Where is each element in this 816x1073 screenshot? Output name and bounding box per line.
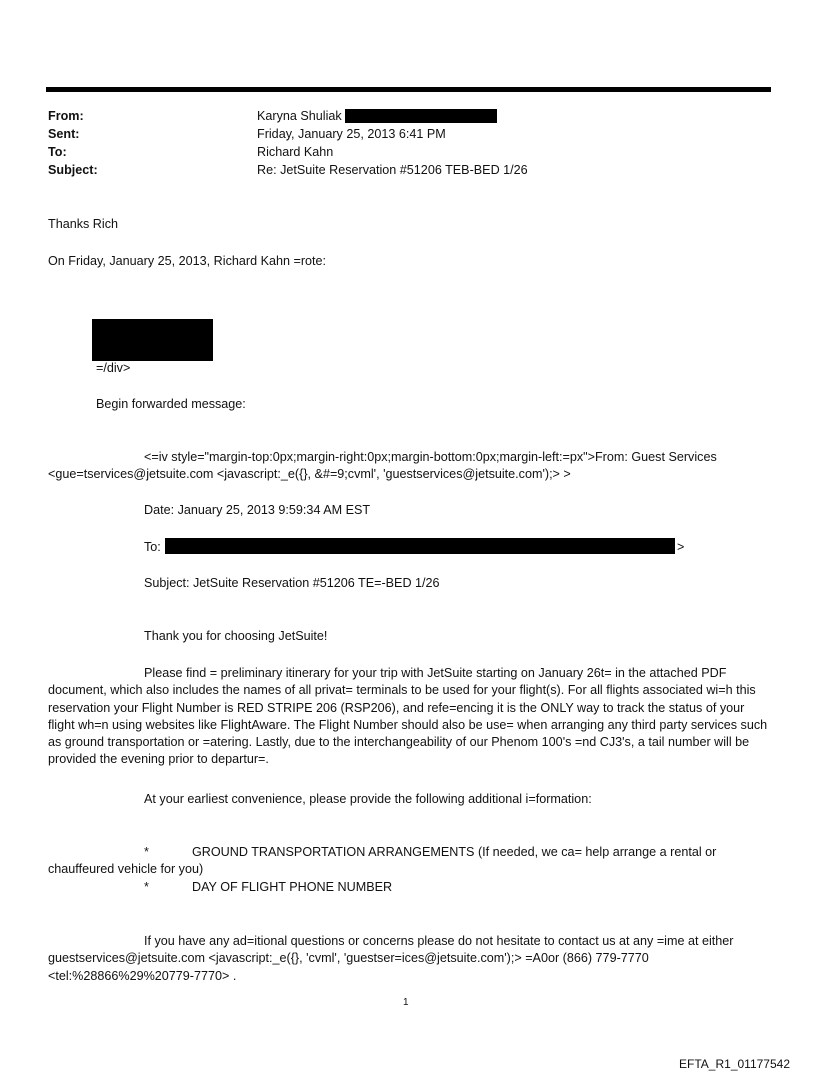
page-number: 1 <box>403 997 409 1008</box>
subject-value: Re: JetSuite Reservation #51206 TEB-BED 1/26 <box>257 163 528 177</box>
request-info-line: At your earliest convenience, please provide the following additional i=formation: <box>144 792 592 806</box>
thank-you-line: Thank you for choosing JetSuite! <box>144 629 328 643</box>
to-value: Richard Kahn <box>257 145 334 159</box>
bullet-symbol: * <box>144 880 149 894</box>
div-close-text: =/div> <box>96 361 131 375</box>
forwarded-from-line: <=iv style="margin-top:0px;margin-right:0px;margin-bottom:0px;margin-left:=px">From: Guest Services <box>144 450 717 464</box>
contact-paragraph-text: If you have any ad=itional questions or concerns please do not hesitate to contact us at any =ime at either guestservices@jetsuite.com <javascript:_e({}, 'cvml', 'guestser=ices@jetsuite.com');> =A0or (866) 779-7770 <tel:%28866%29%20779-7770> . <box>48 934 734 983</box>
bates-number: EFTA_R1_01177542 <box>679 1057 790 1071</box>
redaction-bar <box>165 538 675 554</box>
redaction-bar <box>345 109 497 123</box>
sent-label: Sent: <box>48 127 80 141</box>
itinerary-paragraph-text: Please find = preliminary itinerary for your trip with JetSuite starting on January 26t= in the attached PDF document, which also includes the names of all privat= terminals to be used for your flight(s). For all flights associated wi=h this reservation your Flight Number is RED STRIPE 206 (RSP206), and refe=encing it is the ONLY way to track the status of your flight wh=n using websites like FlightAware. The Flight Number should also be use= when arranging any third party services such as ground transportation or =atering. Lastly, due to the interchangeability of our Phenom 100's =nd CJ3's, a tail number will be provided the evening prior to departur=. <box>48 666 768 767</box>
bullet-ground-transport-cont: chauffeured vehicle for you) <box>48 862 204 876</box>
itinerary-paragraph <box>48 665 772 769</box>
forwarded-from-address: <gue=tservices@jetsuite.com <javascript:_e({}, &#=9;cvml', 'guestservices@jetsuite.com');> > <box>48 467 571 481</box>
forwarded-to-label: To: <box>144 540 161 554</box>
top-rule <box>46 87 771 92</box>
redaction-bar <box>92 319 213 361</box>
bullet-ground-transport: GROUND TRANSPORTATION ARRANGEMENTS (If needed, we ca= help arrange a rental or <box>192 845 717 859</box>
to-label: To: <box>48 145 67 159</box>
subject-label: Subject: <box>48 163 98 177</box>
bullet-phone-number: DAY OF FLIGHT PHONE NUMBER <box>192 880 393 894</box>
begin-forwarded: Begin forwarded message: <box>96 397 246 411</box>
from-value: Karyna Shuliak <box>257 109 342 123</box>
from-label: From: <box>48 109 84 123</box>
forwarded-date: Date: January 25, 2013 9:59:34 AM EST <box>144 503 371 517</box>
contact-paragraph <box>48 933 772 985</box>
sent-value: Friday, January 25, 2013 6:41 PM <box>257 127 446 141</box>
forwarded-to-end: > <box>677 540 685 554</box>
forwarded-subject: Subject: JetSuite Reservation #51206 TE=-BED 1/26 <box>144 576 440 590</box>
bullet-symbol: * <box>144 845 149 859</box>
thanks-line: Thanks Rich <box>48 217 118 231</box>
quoted-intro: On Friday, January 25, 2013, Richard Kahn =rote: <box>48 254 327 268</box>
